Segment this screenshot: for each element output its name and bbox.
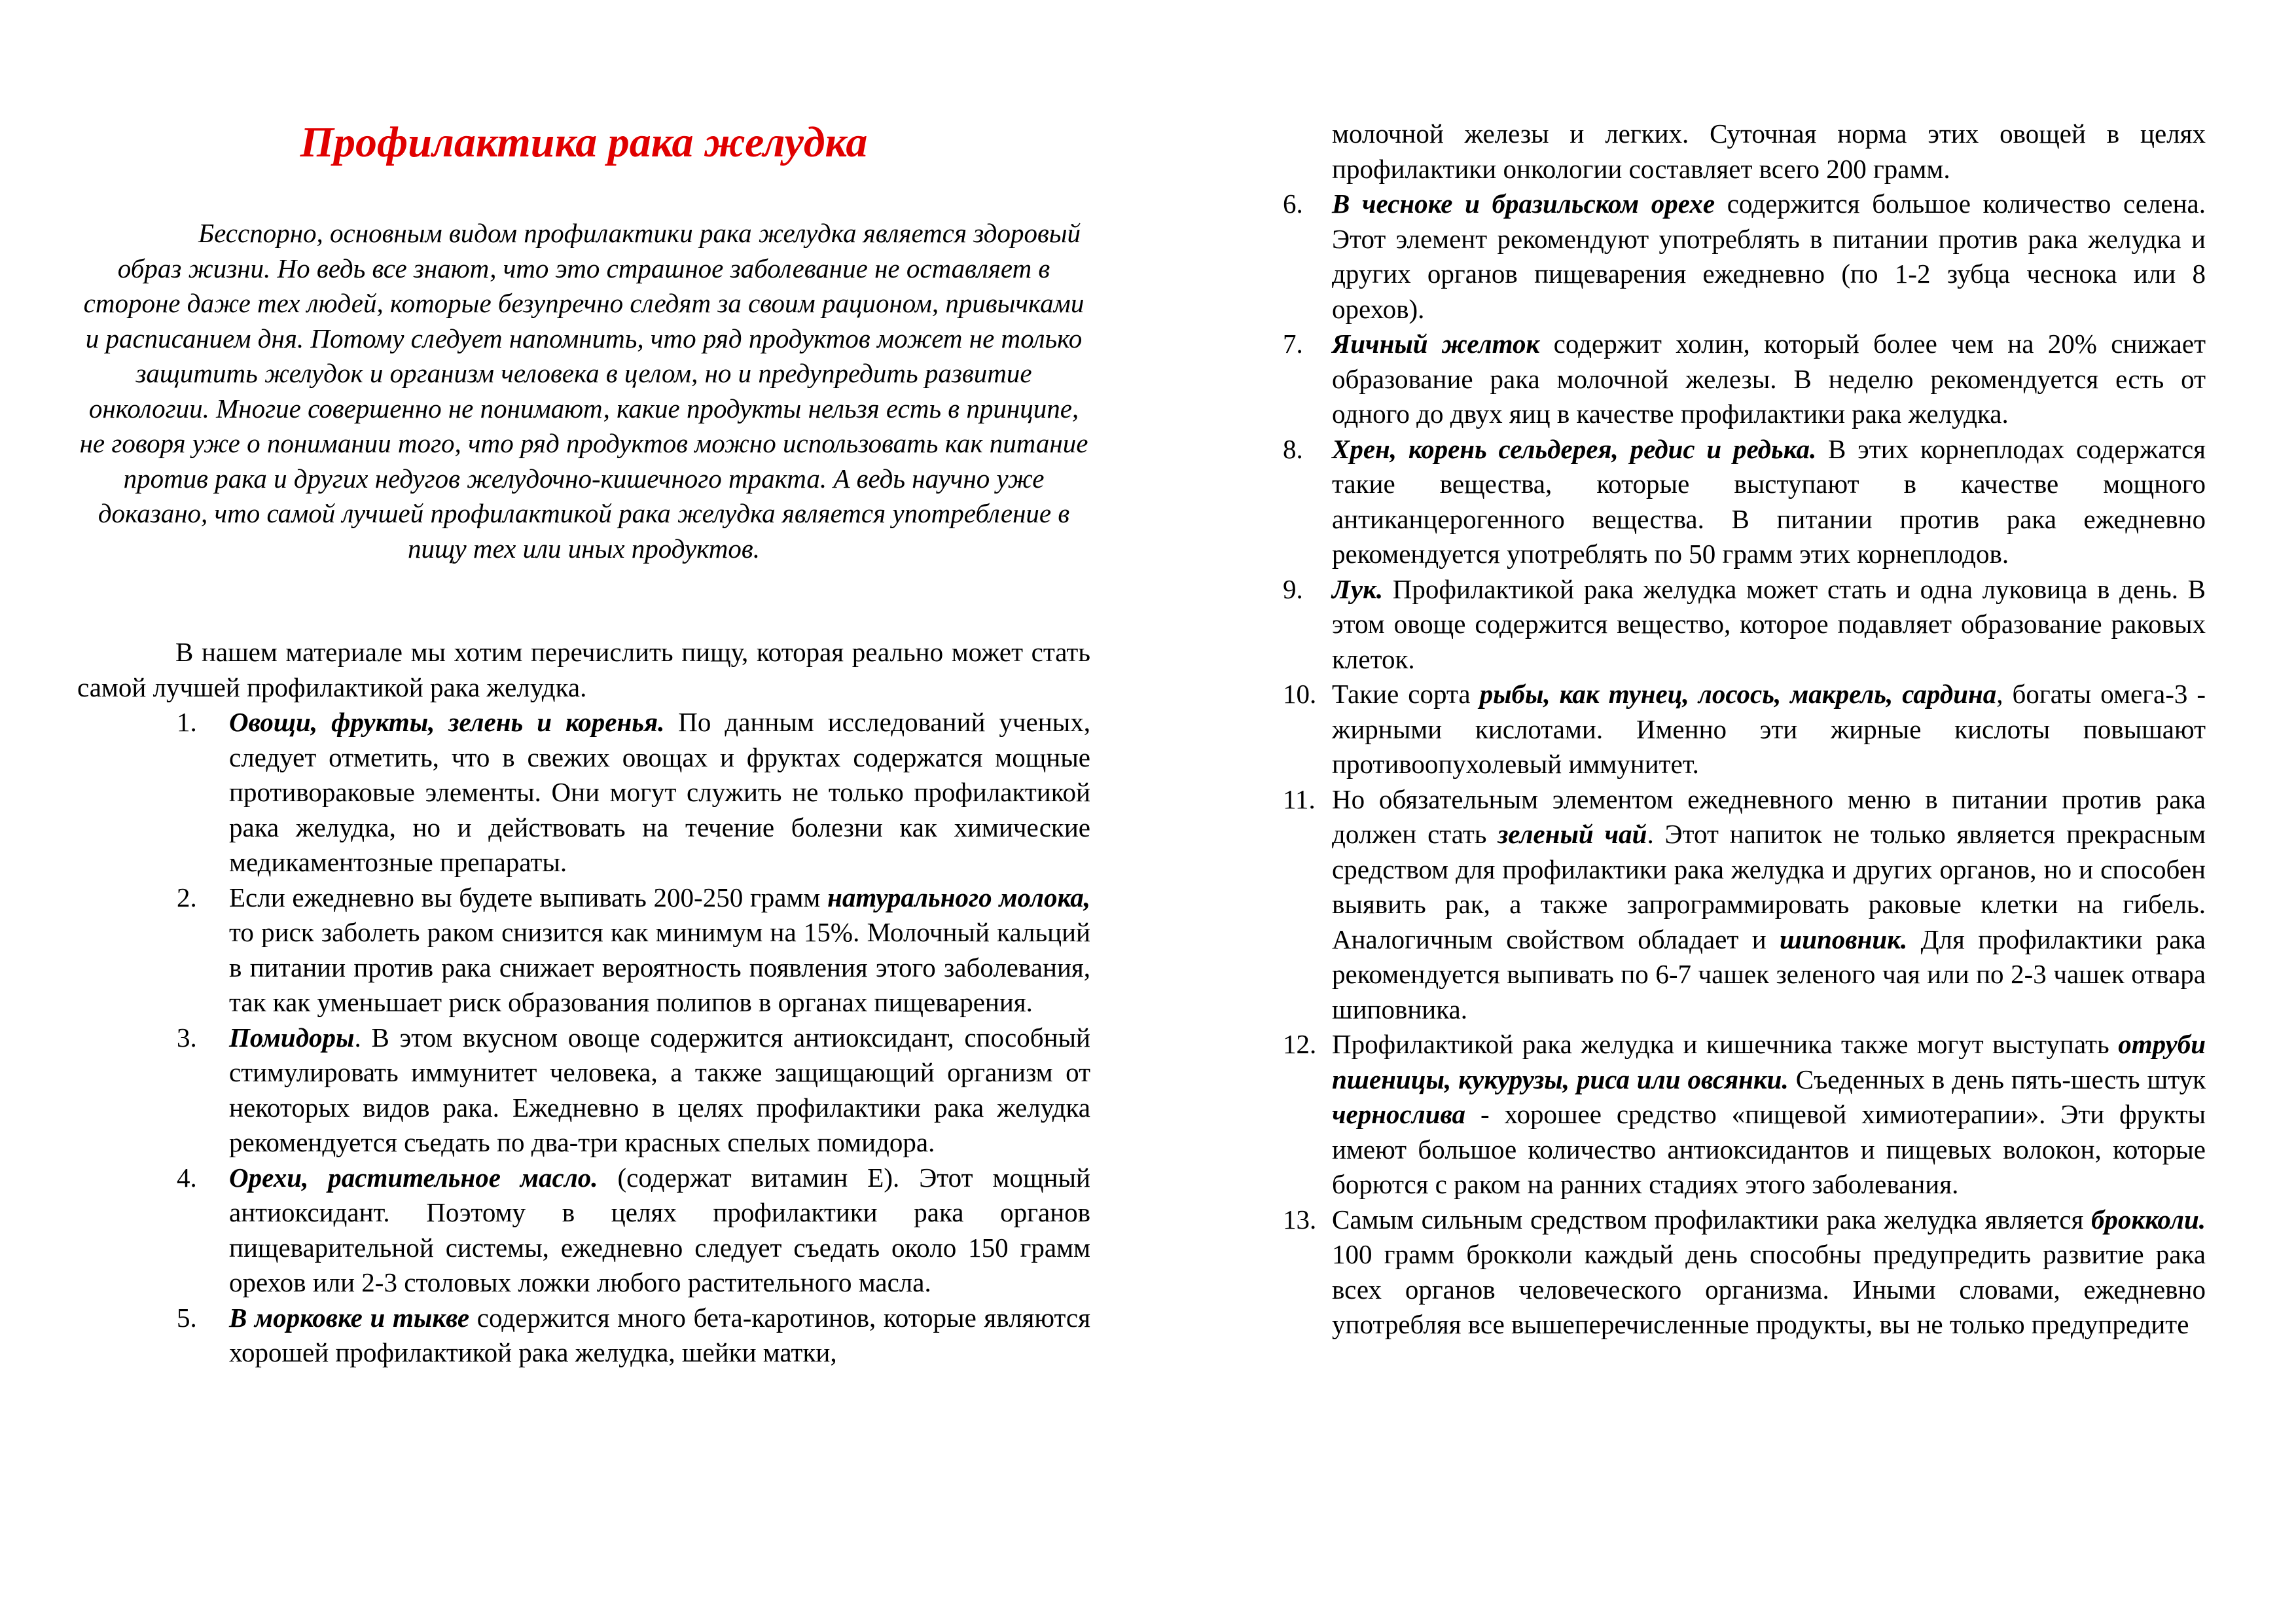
item-text: . В этом вкусном овоще содержится антиоксидант, способный стимулировать иммунитет человека, а также защищающий организм от некоторых видов рака. Ежедневно в целях профилактики рака желудка рекомендуется съедать по два-три красных спелых помидора. — [229, 1022, 1090, 1157]
item-highlight: отруби пшеницы, кукурузы, риса или овсянки. — [1332, 1029, 2206, 1094]
item-text: то риск заболеть раком снизится как минимум на 15%. Молочный кальций в питании против рака снижает вероятность появления этого заболевания, так как уменьшает риск образования полипов в органах пищеварения. — [229, 917, 1090, 1017]
list-number: 4. — [177, 1162, 197, 1193]
list-number: 5. — [177, 1302, 197, 1333]
list-item — [1280, 187, 2206, 327]
list-item — [1280, 677, 2206, 782]
item-text: (содержат витамин Е). Этот мощный антиоксидант. Поэтому в целях профилактики рака органов пищеварительной системы, ежедневно следует съедать около 150 грамм орехов или 2-3 столовых ложки любого растительного масла. — [229, 1162, 1090, 1297]
list-item — [1280, 782, 2206, 1028]
item-highlight: Лук. — [1332, 573, 1384, 604]
item-text: Съеденных в день пять-шесть штук — [1788, 1064, 2206, 1094]
item-highlight: Яичный желток — [1332, 329, 1540, 359]
list-item — [177, 1301, 1090, 1371]
document-title: Профилактика рака желудка — [300, 118, 868, 166]
list-item — [1280, 1202, 2206, 1343]
item-highlight: Помидоры — [229, 1022, 355, 1053]
list-number: 7. — [1283, 329, 1303, 359]
list-number: 12. — [1283, 1029, 1317, 1059]
item-text-secondary: Для профилактики рака рекомендуется выпивать по 6-7 чашек зеленого чая или по 2-3 чашек отвара шиповника. — [1332, 924, 2206, 1024]
item-text: 100 грамм брокколи каждый день способны предупредить развитие рака всех органов человеческого организма. Иными словами, ежедневно употребляя все вышеперечисленные продукты, вы не только предупредите — [1332, 1239, 2206, 1339]
list-item — [1280, 327, 2206, 432]
list-number: 2. — [177, 882, 197, 912]
item-text: По данным исследований ученых, следует отметить, что в свежих овощах и фруктах содержатся мощные противораковые элементы. Они могут служить не только профилактикой рака желудка, но и действовать на течение болезни как химические медикаментозные препараты. — [229, 707, 1090, 877]
item-text-secondary: - хорошее средство «пищевой химиотерапии». Эти фрукты имеют большое количество антиоксидантов и пищевых волокон, которые борются с раком на ранних стадиях этого заболевания. — [1332, 1099, 2206, 1199]
item-highlight: натурального молока, — [827, 882, 1090, 912]
item-text: В этих корнеплодах содержатся такие вещества, которые выступают в качестве мощного антиканцерогенного вещества. В питании против рака ежедневно рекомендуется употреблять по 50 грамм этих корнеплодов. — [1332, 433, 2206, 569]
list-number: 9. — [1283, 573, 1303, 604]
item-highlight: зеленый чай — [1498, 819, 1647, 849]
list-number: 1. — [177, 707, 197, 737]
list-number: 8. — [1283, 433, 1303, 464]
list-item — [177, 1161, 1090, 1301]
list-number: 13. — [1283, 1204, 1317, 1235]
item-highlight: В морковке и тыкве — [229, 1302, 470, 1333]
item-text: . Этот напиток не только является прекрасным средством для профилактики рака желудка и других органов, но и способен выявить рак, а также запрограммировать раковые клетки на гибель. Аналогичным свойством обладает и — [1332, 819, 2206, 954]
item-text: молочной железы и легких. Суточная норма этих овощей в целях профилактики онкологии составляет всего 200 грамм. — [1332, 118, 2206, 184]
food-list-right — [1280, 117, 2206, 1343]
list-item — [177, 1020, 1090, 1161]
item-pre: Самым сильным средством профилактики рака желудка является — [1332, 1204, 2091, 1235]
item-highlight: Орехи, растительное масло. — [229, 1162, 598, 1193]
item-highlight: брокколи. — [2090, 1204, 2206, 1235]
list-item — [1280, 572, 2206, 677]
item-highlight: рыбы, как тунец, лосось, макрель, сардина — [1479, 679, 1997, 709]
item-highlight-secondary: шиповник. — [1780, 924, 1908, 954]
item-highlight-secondary: чернослива — [1332, 1099, 1466, 1129]
lead-paragraph: В нашем материале мы хотим перечислить пищу, которая реально может стать самой лучшей профилактикой рака желудка. — [77, 637, 1090, 702]
list-item — [1280, 1027, 2206, 1202]
item-pre: Профилактикой рака желудка и кишечника также могут выступать — [1332, 1029, 2119, 1059]
item-text: , богаты омега-3 - жирными кислотами. Именно эти жирные кислоты повышают противоопухолевый иммунитет. — [1332, 679, 2206, 779]
list-number: 6. — [1283, 189, 1303, 219]
intro-text: Бесспорно, основным видом профилактики рака желудка является здоровый образ жизни. Но ведь все знают, что это страшное заболевание не оставляет в стороне даже тех людей, которые безупречно следят за своим рационом, привычками и расписанием дня. Потому следует напомнить, что ряд продуктов может не только защитить желудок и организм человека в целом, но и предупредить развитие онкологии. Многие совершенно не понимают, какие продукты нельзя есть в принципе, не говоря уже о понимании того, что ряд продуктов можно использовать как питание против рака и других недугов желудочно-кишечного тракта. А ведь научно уже доказано, что самой лучшей профилактикой рака желудка является употребление в пищу тех или иных продуктов. — [79, 218, 1088, 564]
item-pre: Если ежедневно вы будете выпивать 200-250 грамм — [229, 882, 828, 912]
list-item — [177, 705, 1090, 880]
item-highlight: Овощи, фрукты, зелень и коренья. — [229, 707, 665, 737]
list-item-continuation — [1280, 117, 2206, 187]
item-highlight: В чесноке и бразильском орехе — [1332, 189, 1715, 219]
intro-paragraph — [77, 216, 1090, 566]
item-text: содержится много бета-каротинов, которые являются хорошей профилактикой рака желудка, шейки матки, — [229, 1302, 1090, 1367]
item-highlight: Хрен, корень сельдерея, редис и редька. — [1332, 433, 1817, 464]
item-text: содержит холин, который более чем на 20% снижает образование рака молочной железы. В неделю рекомендуется есть от одного до двух яиц в качестве профилактики рака желудка. — [1332, 329, 2206, 429]
list-number: 10. — [1283, 679, 1317, 709]
item-text: содержится большое количество селена. Этот элемент рекомендуют употреблять в питании против рака желудка и других органов пищеварения ежедневно (по 1-2 зубца чеснока или 8 орехов). — [1332, 189, 2206, 324]
list-item — [1280, 432, 2206, 572]
item-text: Профилактикой рака желудка может стать и одна луковица в день. В этом овоще содержится вещество, которое подавляет образование раковых клеток. — [1332, 573, 2206, 674]
item-pre: Но обязательным элементом ежедневного меню в питании против рака должен стать — [1332, 784, 2206, 849]
list-number: 11. — [1283, 784, 1316, 814]
food-list-left — [177, 705, 1090, 1371]
list-item — [177, 880, 1090, 1020]
item-pre: Такие сорта — [1332, 679, 1480, 709]
list-number: 3. — [177, 1022, 197, 1053]
